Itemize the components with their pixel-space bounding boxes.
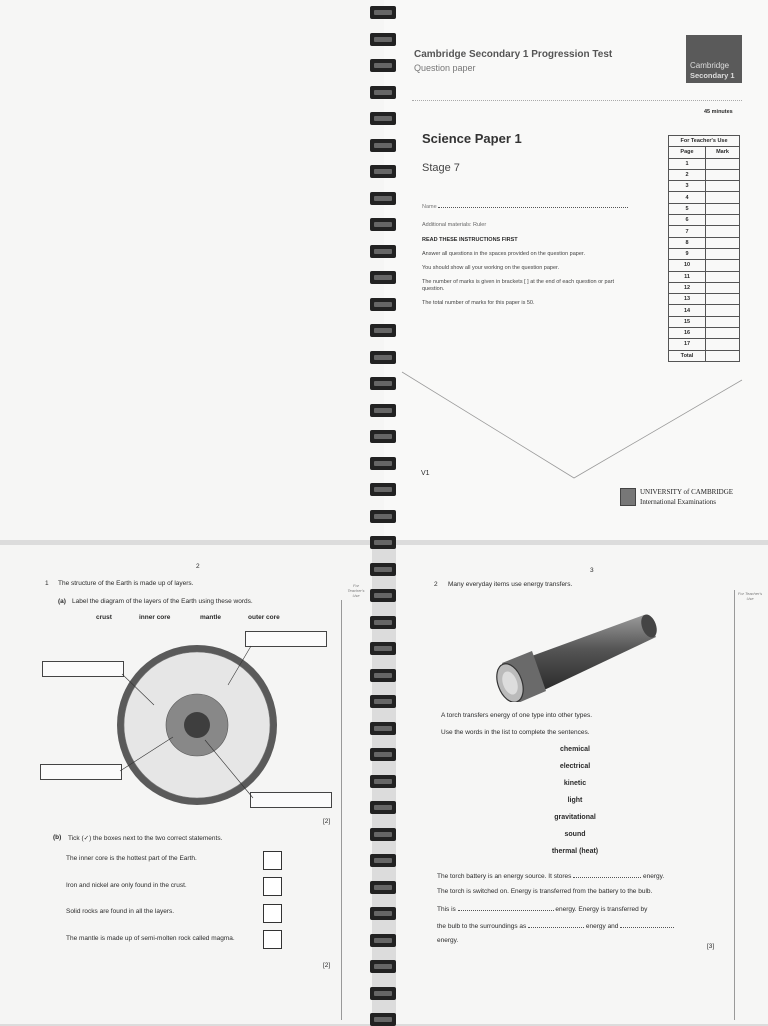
spiral-ring — [370, 589, 396, 602]
q1b-label: (b) — [53, 834, 62, 841]
blank-1[interactable] — [573, 871, 641, 878]
intro-1: A torch transfers energy of one type into other types. — [441, 712, 593, 719]
paper-title: Science Paper 1 — [422, 131, 522, 146]
spiral-ring — [370, 271, 396, 284]
q1b-text: Tick (✓) the boxes next to the two correct statements. — [68, 835, 223, 842]
statement-1: The inner core is the hottest part of the Earth. — [66, 855, 197, 862]
spiral-ring — [370, 86, 396, 99]
stage-label: Stage 7 — [422, 162, 460, 174]
university-line-1: UNIVERSITY of CAMBRIDGE — [640, 488, 734, 496]
blank-3[interactable] — [528, 921, 584, 928]
sentence-5: energy. — [437, 937, 459, 944]
teacher-table-row: 6 — [669, 215, 740, 226]
blank-2[interactable] — [458, 904, 554, 911]
teacher-table-row: 5 — [669, 203, 740, 214]
blank-page — [0, 0, 384, 540]
mark-cell[interactable] — [706, 316, 740, 327]
statement-2: Iron and nickel are only found in the crust. — [66, 882, 187, 889]
teacher-table-row: 2 — [669, 169, 740, 180]
spiral-ring — [370, 218, 396, 231]
spiral-ring — [370, 6, 396, 19]
mark-cell[interactable] — [706, 215, 740, 226]
cover-decorative-chevron — [384, 360, 768, 490]
spiral-ring — [370, 960, 396, 973]
spiral-ring — [370, 722, 396, 735]
sentence-1: The torch battery is an energy source. It stores energy. — [437, 873, 665, 880]
teacher-table-row: 8 — [669, 237, 740, 248]
university-crest-icon — [620, 488, 636, 506]
cover-page — [384, 0, 768, 540]
q1-number: 1 — [45, 580, 49, 587]
mark-cell[interactable] — [706, 248, 740, 259]
version-label: V1 — [421, 470, 430, 477]
q1-text: The structure of the Earth is made up of layers. — [58, 580, 194, 587]
spiral-ring — [370, 430, 396, 443]
instruction-2: You should show all your working on the question paper. — [422, 265, 560, 271]
mark-cell[interactable] — [706, 328, 740, 339]
spiral-ring — [370, 351, 396, 364]
instruction-4: The total number of marks for this paper is 50. — [422, 300, 535, 306]
energy-word-thermal: thermal (heat) — [551, 848, 599, 855]
instruction-1: Answer all questions in the spaces provided on the question paper. — [422, 251, 585, 257]
mark-cell[interactable] — [706, 158, 740, 169]
mark-cell[interactable] — [706, 260, 740, 271]
spiral-ring — [370, 748, 396, 761]
teacher-table-row: 15 — [669, 316, 740, 327]
tick-box-2[interactable] — [263, 877, 282, 896]
spiral-ring — [370, 801, 396, 814]
word-crust: crust — [96, 614, 112, 621]
teacher-table-row: 17 — [669, 339, 740, 350]
spiral-binding — [370, 0, 396, 1024]
teacher-table-row: 7 — [669, 226, 740, 237]
spiral-ring — [370, 483, 396, 496]
spiral-ring — [370, 934, 396, 947]
mark-cell[interactable] — [706, 294, 740, 305]
teacher-table-row: Total — [669, 350, 740, 361]
intro-2: Use the words in the list to complete the sentences. — [441, 729, 590, 736]
marks-b: [2] — [323, 962, 331, 969]
spiral-ring — [370, 536, 396, 549]
cambridge-logo: Cambridge Secondary 1 — [686, 35, 742, 83]
sentence-4: the bulb to the surroundings as energy and — [437, 921, 737, 930]
header-title: Cambridge Secondary 1 Progression Test — [414, 49, 613, 60]
teacher-table-row: 14 — [669, 305, 740, 316]
teacher-table-row: 11 — [669, 271, 740, 282]
spiral-ring — [370, 854, 396, 867]
energy-word-light: light — [567, 797, 583, 804]
header-subtitle: Question paper — [414, 63, 476, 73]
duration: 45 minutes — [704, 109, 733, 115]
spiral-ring — [370, 245, 396, 258]
university-line-2: International Examinations — [640, 498, 717, 506]
additional-materials: Additional materials: Ruler — [422, 222, 487, 228]
page-3 — [396, 545, 768, 1024]
word-inner-core: inner core — [139, 614, 171, 621]
spiral-ring — [370, 881, 396, 894]
statement-4: The mantle is made up of semi-molten rock called magma. — [66, 935, 235, 942]
mark-cell[interactable] — [706, 339, 740, 350]
word-mantle: mantle — [200, 614, 221, 621]
mark-cell[interactable] — [706, 181, 740, 192]
spiral-ring — [370, 377, 396, 390]
q2-number: 2 — [434, 581, 438, 588]
teacher-table-row: 10 — [669, 260, 740, 271]
q2-text: Many everyday items use energy transfers. — [448, 581, 573, 588]
spiral-ring — [370, 616, 396, 629]
spiral-ring — [370, 642, 396, 655]
mark-cell[interactable] — [706, 226, 740, 237]
torch-image — [494, 607, 664, 702]
instruction-3: The number of marks is given in brackets [ ] at the end of each question or part question. — [422, 279, 614, 293]
spiral-ring — [370, 907, 396, 920]
spiral-ring — [370, 192, 396, 205]
spiral-ring — [370, 139, 396, 152]
spiral-ring — [370, 59, 396, 72]
mark-cell[interactable] — [706, 282, 740, 293]
teacher-table-row: 9 — [669, 248, 740, 259]
spiral-ring — [370, 987, 396, 1000]
energy-word-electrical: electrical — [559, 763, 591, 770]
spiral-ring — [370, 563, 396, 576]
spiral-ring — [370, 33, 396, 46]
q1a-label: (a) — [58, 598, 66, 605]
teacher-table-row: 4 — [669, 192, 740, 203]
energy-word-chemical: chemical — [560, 746, 590, 753]
spiral-ring — [370, 695, 396, 708]
teacher-table-row: 1 — [669, 158, 740, 169]
teacher-table-row: 16 — [669, 328, 740, 339]
energy-word-kinetic: kinetic — [563, 780, 587, 787]
spiral-ring — [370, 1013, 396, 1026]
spiral-ring — [370, 112, 396, 125]
tick-box-1[interactable] — [263, 851, 282, 870]
marks-a: [2] — [323, 818, 331, 825]
margin-line — [341, 600, 342, 1020]
margin-line — [734, 590, 735, 1020]
teacher-margin-label: For Teacher's Use — [737, 591, 763, 601]
sentence-2: The torch is switched on. Energy is transferred from the battery to the bulb. — [437, 888, 653, 895]
mark-cell[interactable] — [706, 169, 740, 180]
teacher-table-row: 3 — [669, 181, 740, 192]
mark-cell[interactable] — [706, 203, 740, 214]
mark-cell[interactable] — [706, 237, 740, 248]
spiral-ring — [370, 775, 396, 788]
energy-word-gravitational: gravitational — [554, 814, 596, 821]
teacher-table-row: 12 — [669, 282, 740, 293]
energy-word-sound: sound — [564, 831, 586, 838]
header-divider — [412, 100, 742, 101]
teacher-margin-label: For Teacher's Use — [347, 583, 365, 598]
blank-4[interactable] — [620, 921, 674, 928]
spiral-ring — [370, 457, 396, 470]
spiral-ring — [370, 324, 396, 337]
spiral-ring — [370, 669, 396, 682]
mark-cell[interactable] — [706, 305, 740, 316]
spiral-ring — [370, 165, 396, 178]
q1a-text: Label the diagram of the layers of the Earth using these words. — [72, 598, 253, 605]
page-2 — [0, 545, 372, 1024]
mark-cell[interactable] — [706, 192, 740, 203]
earth-layers-diagram — [110, 641, 285, 811]
spiral-ring — [370, 828, 396, 841]
sentence-3: This is energy. Energy is transferred by — [437, 906, 648, 913]
page-number: 3 — [590, 567, 594, 574]
teacher-use-table: For Teacher's Use Page Mark 1 2 3 4 5 6 7 8 9 10 11 12 13 14 15 16 17 Total — [668, 135, 740, 362]
name-field: Name — [422, 201, 628, 210]
teacher-table-row: 13 — [669, 294, 740, 305]
spiral-ring — [370, 404, 396, 417]
spiral-ring — [370, 510, 396, 523]
tick-box-3[interactable] — [263, 904, 282, 923]
word-outer-core: outer core — [248, 614, 280, 621]
tick-box-4[interactable] — [263, 930, 282, 949]
spiral-ring — [370, 298, 396, 311]
instructions-heading: READ THESE INSTRUCTIONS FIRST — [422, 237, 518, 243]
page-number: 2 — [196, 563, 200, 570]
mark-cell[interactable] — [706, 271, 740, 282]
statement-3: Solid rocks are found in all the layers. — [66, 908, 175, 915]
marks: [3] — [707, 943, 715, 950]
